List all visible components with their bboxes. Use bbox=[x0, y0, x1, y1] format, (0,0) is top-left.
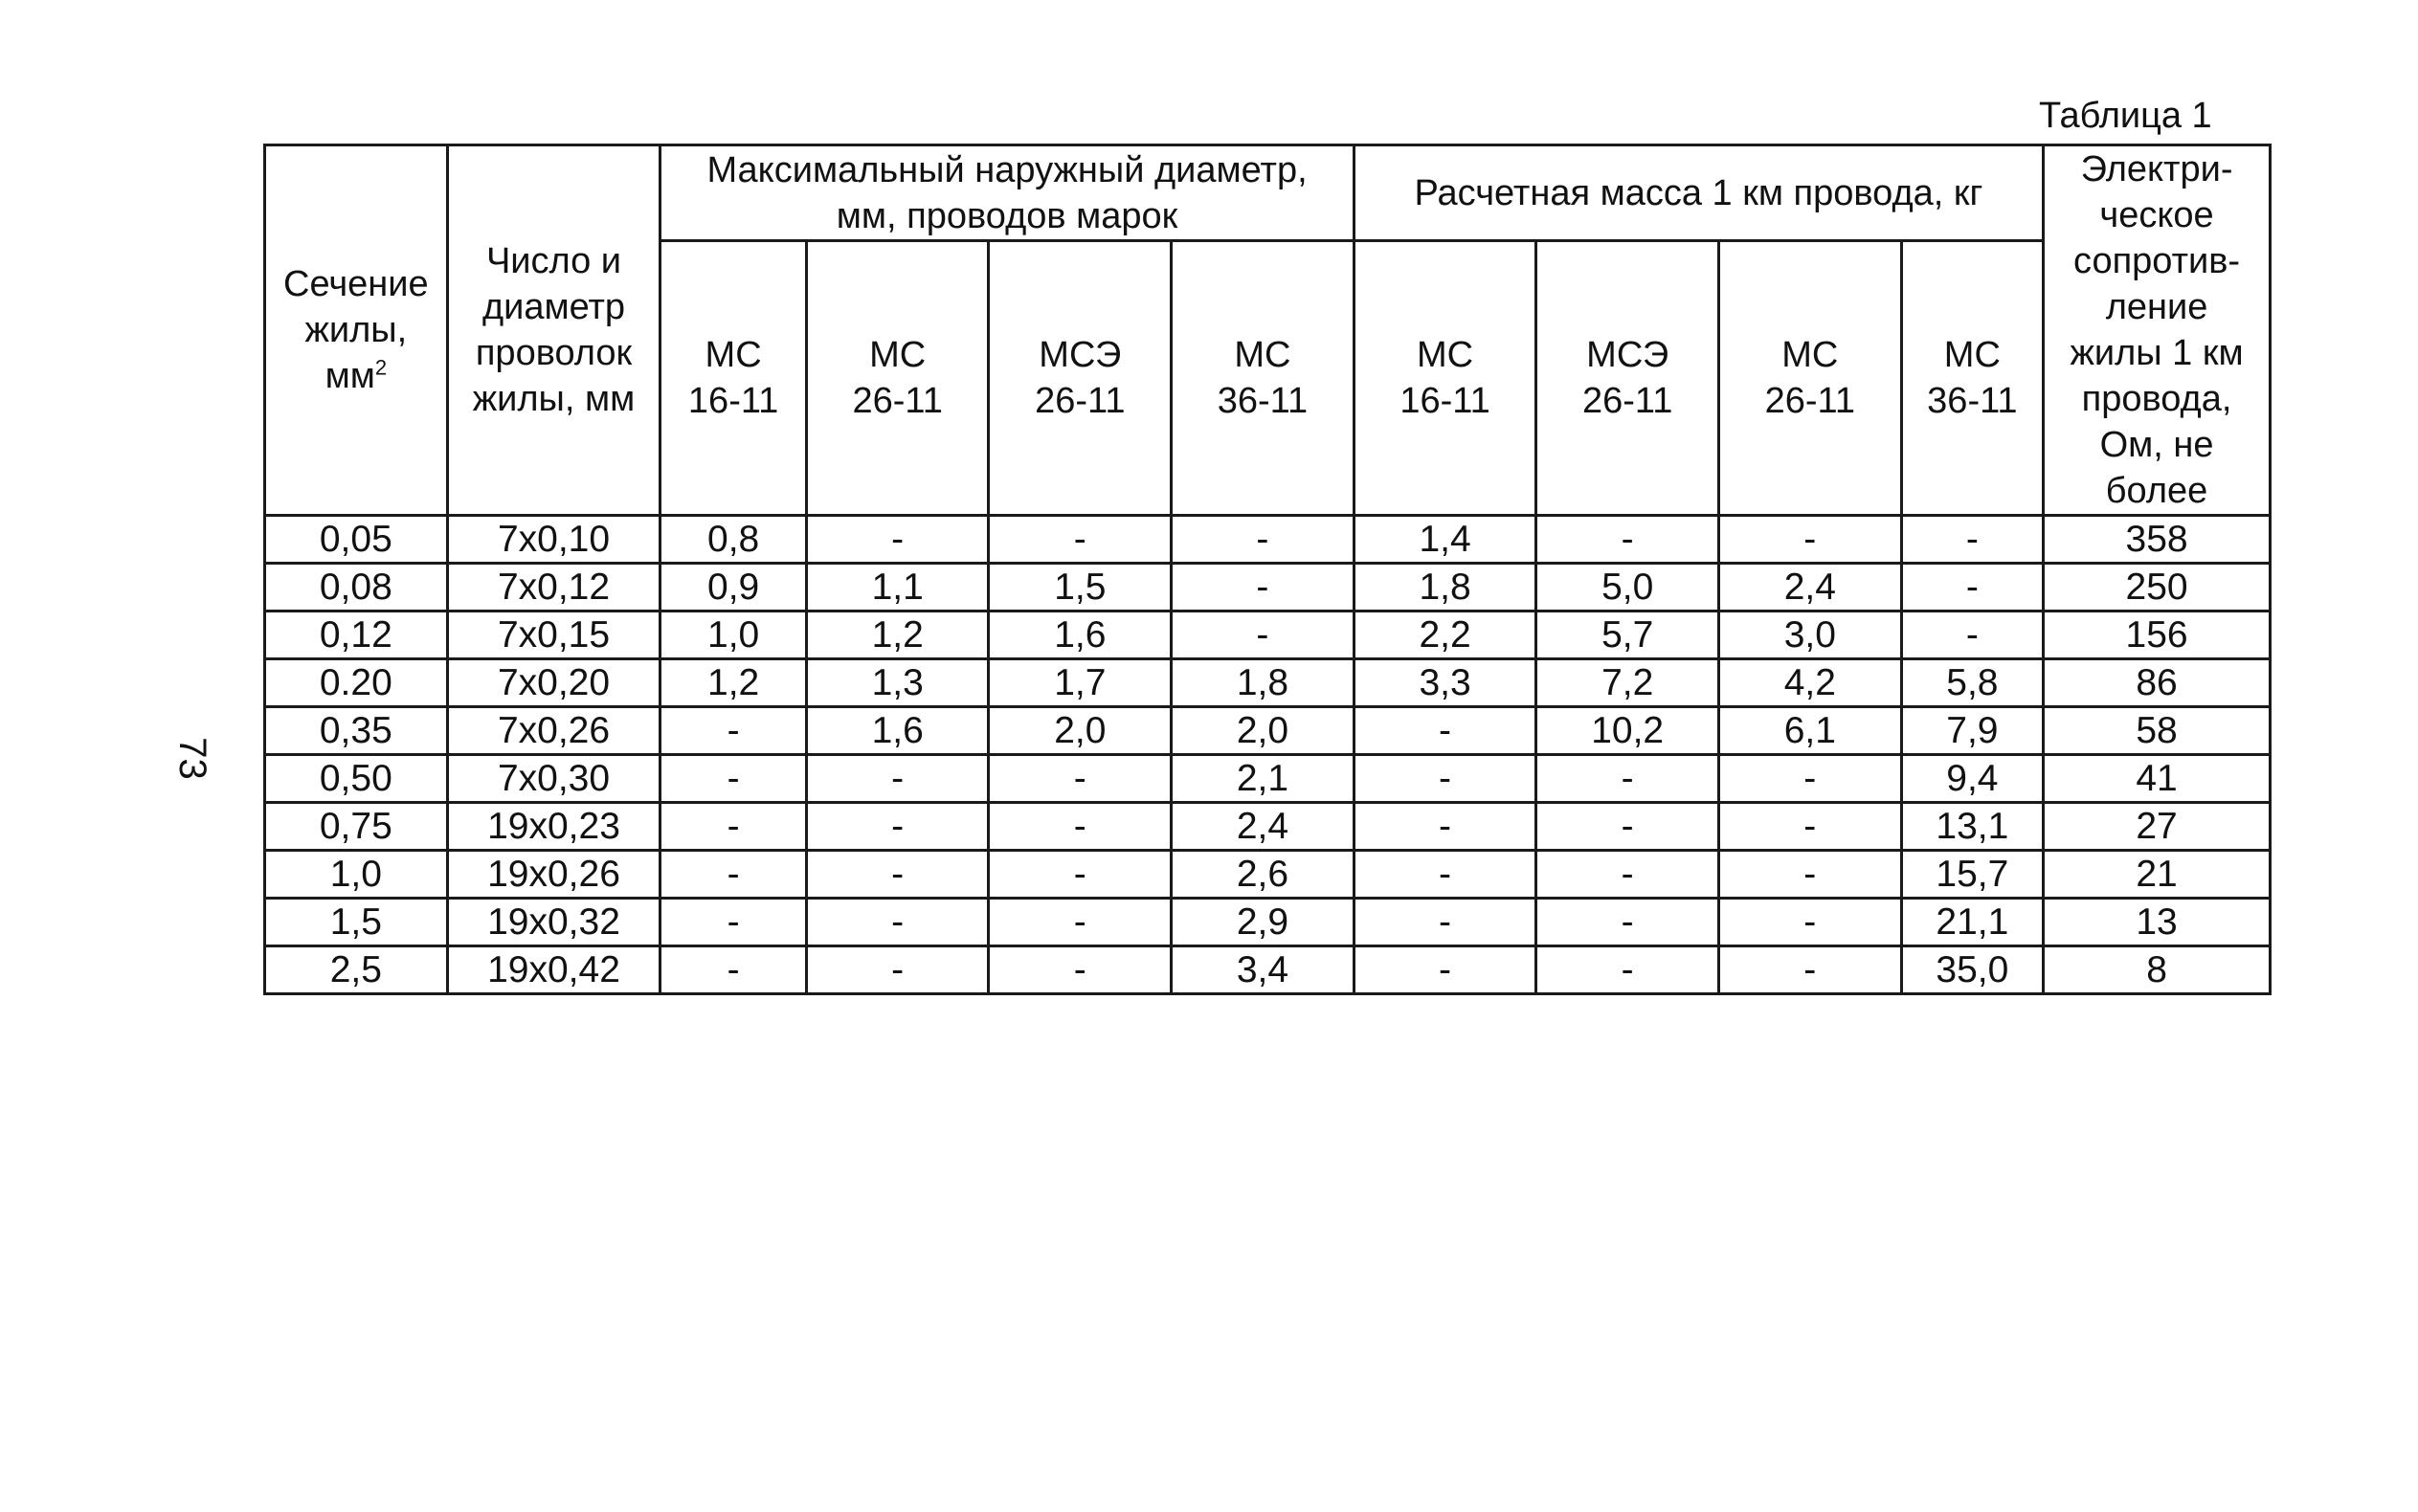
cell-mass-ms16: - bbox=[1354, 707, 1536, 755]
cell-resistance: 58 bbox=[2044, 707, 2271, 755]
table-row bbox=[265, 803, 2271, 851]
cell-mass-mse26: - bbox=[1536, 946, 1719, 994]
cell-mass-ms26: - bbox=[1718, 755, 1901, 803]
cell-mass-ms36: 9,4 bbox=[1901, 755, 2044, 803]
cell-mass-ms26: - bbox=[1718, 516, 1901, 564]
cell-section: 0,35 bbox=[265, 707, 448, 755]
cell-diameter-mse26: - bbox=[989, 851, 1172, 899]
table-row bbox=[265, 851, 2271, 899]
cell-mass-mse26: - bbox=[1536, 851, 1719, 899]
cell-diameter-ms36: - bbox=[1172, 516, 1355, 564]
cell-mass-mse26: 7,2 bbox=[1536, 659, 1719, 707]
cell-mass-mse26: - bbox=[1536, 755, 1719, 803]
header-mass-group: Расчетная масса 1 км провода, кг bbox=[1354, 145, 2043, 241]
table-body bbox=[265, 516, 2271, 994]
cell-diameter-mse26: - bbox=[989, 755, 1172, 803]
table-row bbox=[265, 516, 2271, 564]
cell-mass-ms26: 4,2 bbox=[1718, 659, 1901, 707]
cell-mass-mse26: - bbox=[1536, 803, 1719, 851]
cell-mass-mse26: - bbox=[1536, 899, 1719, 946]
cell-mass-ms26: - bbox=[1718, 851, 1901, 899]
cell-section: 0,12 bbox=[265, 611, 448, 659]
cell-mass-ms36: 7,9 bbox=[1901, 707, 2044, 755]
table-row bbox=[265, 755, 2271, 803]
cell-diameter-ms16: 1,0 bbox=[660, 611, 807, 659]
cell-wires: 19х0,23 bbox=[447, 803, 660, 851]
cell-diameter-mse26: 1,7 bbox=[989, 659, 1172, 707]
cell-diameter-mse26: - bbox=[989, 803, 1172, 851]
cell-diameter-ms16: 0,9 bbox=[660, 564, 807, 611]
cell-diameter-ms26: 1,6 bbox=[806, 707, 989, 755]
cell-section: 2,5 bbox=[265, 946, 448, 994]
cell-section: 1,5 bbox=[265, 899, 448, 946]
header-diameter-brand: МС 36-11 bbox=[1172, 241, 1355, 516]
cell-wires: 7х0,30 bbox=[447, 755, 660, 803]
cell-mass-mse26: - bbox=[1536, 516, 1719, 564]
cell-section: 0,05 bbox=[265, 516, 448, 564]
cell-diameter-ms26: - bbox=[806, 899, 989, 946]
cell-section: 0,08 bbox=[265, 564, 448, 611]
cell-diameter-ms36: - bbox=[1172, 611, 1355, 659]
cell-mass-ms26: - bbox=[1718, 946, 1901, 994]
cell-mass-ms16: 1,4 bbox=[1354, 516, 1536, 564]
cell-diameter-ms36: 2,4 bbox=[1172, 803, 1355, 851]
header-section-exponent: 2 bbox=[374, 355, 388, 380]
cell-resistance: 27 bbox=[2044, 803, 2271, 851]
header-mass-brand: МС 26-11 bbox=[1718, 241, 1901, 516]
cell-diameter-ms26: - bbox=[806, 946, 989, 994]
cell-diameter-ms16: - bbox=[660, 946, 807, 994]
header-diameter-brand: МС 26-11 bbox=[806, 241, 989, 516]
cell-mass-ms16: - bbox=[1354, 851, 1536, 899]
cell-section: 0.20 bbox=[265, 659, 448, 707]
header-mass-brand: МС 16-11 bbox=[1354, 241, 1536, 516]
header-diameter-group: Максимальный наружный диаметр, мм, проводов марок bbox=[660, 145, 1354, 241]
cell-mass-ms16: - bbox=[1354, 946, 1536, 994]
cell-mass-ms26: - bbox=[1718, 803, 1901, 851]
cell-section: 0,50 bbox=[265, 755, 448, 803]
header-row-groups bbox=[265, 145, 2271, 241]
cell-diameter-ms16: - bbox=[660, 851, 807, 899]
table-header bbox=[265, 145, 2271, 516]
page-number: 73 bbox=[170, 737, 213, 780]
cell-mass-ms26: 6,1 bbox=[1718, 707, 1901, 755]
header-section bbox=[265, 145, 448, 516]
cell-diameter-ms16: - bbox=[660, 707, 807, 755]
cell-diameter-mse26: 1,5 bbox=[989, 564, 1172, 611]
cell-section: 1,0 bbox=[265, 851, 448, 899]
cell-section: 0,75 bbox=[265, 803, 448, 851]
cell-wires: 19х0,42 bbox=[447, 946, 660, 994]
cell-diameter-mse26: - bbox=[989, 946, 1172, 994]
table-caption: Таблица 1 bbox=[2039, 96, 2212, 136]
cell-mass-ms36: 5,8 bbox=[1901, 659, 2044, 707]
cell-diameter-ms36: - bbox=[1172, 564, 1355, 611]
cell-diameter-ms16: - bbox=[660, 803, 807, 851]
cell-resistance: 13 bbox=[2044, 899, 2271, 946]
cell-wires: 7х0,26 bbox=[447, 707, 660, 755]
cell-diameter-ms16: - bbox=[660, 755, 807, 803]
cell-mass-ms16: - bbox=[1354, 803, 1536, 851]
cell-wires: 19х0,32 bbox=[447, 899, 660, 946]
cable-specs-table bbox=[263, 144, 2272, 995]
cell-resistance: 86 bbox=[2044, 659, 2271, 707]
cell-diameter-ms16: 0,8 bbox=[660, 516, 807, 564]
cell-wires: 7х0,20 bbox=[447, 659, 660, 707]
table-row bbox=[265, 707, 2271, 755]
cell-mass-mse26: 5,0 bbox=[1536, 564, 1719, 611]
header-diameter-brand: МС 16-11 bbox=[660, 241, 807, 516]
cell-diameter-mse26: 2,0 bbox=[989, 707, 1172, 755]
cell-resistance: 21 bbox=[2044, 851, 2271, 899]
cell-diameter-ms26: 1,2 bbox=[806, 611, 989, 659]
cell-diameter-ms26: 1,1 bbox=[806, 564, 989, 611]
cell-diameter-ms26: 1,3 bbox=[806, 659, 989, 707]
cell-diameter-ms26: - bbox=[806, 803, 989, 851]
cell-mass-ms16: - bbox=[1354, 899, 1536, 946]
cell-resistance: 358 bbox=[2044, 516, 2271, 564]
header-section-label: Сечение жилы, мм bbox=[283, 264, 429, 396]
header-diameter-brand: МСЭ 26-11 bbox=[989, 241, 1172, 516]
cell-wires: 7х0,10 bbox=[447, 516, 660, 564]
cell-resistance: 8 bbox=[2044, 946, 2271, 994]
cell-mass-ms36: 15,7 bbox=[1901, 851, 2044, 899]
cell-mass-ms36: - bbox=[1901, 611, 2044, 659]
cell-diameter-ms26: - bbox=[806, 755, 989, 803]
cell-wires: 19х0,26 bbox=[447, 851, 660, 899]
cell-diameter-ms36: 2,9 bbox=[1172, 899, 1355, 946]
cell-mass-ms36: - bbox=[1901, 564, 2044, 611]
table-row bbox=[265, 564, 2271, 611]
cell-diameter-mse26: 1,6 bbox=[989, 611, 1172, 659]
cell-diameter-ms36: 3,4 bbox=[1172, 946, 1355, 994]
cell-diameter-ms36: 2,0 bbox=[1172, 707, 1355, 755]
cell-mass-ms36: 35,0 bbox=[1901, 946, 2044, 994]
cell-mass-ms16: 1,8 bbox=[1354, 564, 1536, 611]
cell-mass-ms16: 3,3 bbox=[1354, 659, 1536, 707]
table-row bbox=[265, 946, 2271, 994]
header-mass-brand: МСЭ 26-11 bbox=[1536, 241, 1719, 516]
table-row bbox=[265, 611, 2271, 659]
cell-diameter-ms36: 1,8 bbox=[1172, 659, 1355, 707]
cell-mass-ms26: 2,4 bbox=[1718, 564, 1901, 611]
cell-diameter-ms36: 2,1 bbox=[1172, 755, 1355, 803]
cell-resistance: 250 bbox=[2044, 564, 2271, 611]
header-resistance: Электри- ческое сопротив- ление жилы 1 км провода, Ом, не более bbox=[2044, 145, 2271, 516]
cell-diameter-ms16: - bbox=[660, 899, 807, 946]
cell-mass-mse26: 5,7 bbox=[1536, 611, 1719, 659]
cell-mass-ms16: - bbox=[1354, 755, 1536, 803]
cell-wires: 7х0,15 bbox=[447, 611, 660, 659]
table-row bbox=[265, 899, 2271, 946]
header-wires: Число и диаметр проволок жилы, мм bbox=[447, 145, 660, 516]
cell-diameter-ms16: 1,2 bbox=[660, 659, 807, 707]
cell-mass-ms36: 21,1 bbox=[1901, 899, 2044, 946]
cell-mass-ms36: - bbox=[1901, 516, 2044, 564]
cell-resistance: 156 bbox=[2044, 611, 2271, 659]
cell-wires: 7х0,12 bbox=[447, 564, 660, 611]
cell-mass-mse26: 10,2 bbox=[1536, 707, 1719, 755]
cell-diameter-ms26: - bbox=[806, 851, 989, 899]
header-mass-brand: МС 36-11 bbox=[1901, 241, 2044, 516]
cell-mass-ms36: 13,1 bbox=[1901, 803, 2044, 851]
cell-mass-ms16: 2,2 bbox=[1354, 611, 1536, 659]
cell-diameter-mse26: - bbox=[989, 516, 1172, 564]
cell-diameter-ms26: - bbox=[806, 516, 989, 564]
cell-mass-ms26: - bbox=[1718, 899, 1901, 946]
cell-mass-ms26: 3,0 bbox=[1718, 611, 1901, 659]
cell-diameter-ms36: 2,6 bbox=[1172, 851, 1355, 899]
table-row bbox=[265, 659, 2271, 707]
cell-diameter-mse26: - bbox=[989, 899, 1172, 946]
cell-resistance: 41 bbox=[2044, 755, 2271, 803]
